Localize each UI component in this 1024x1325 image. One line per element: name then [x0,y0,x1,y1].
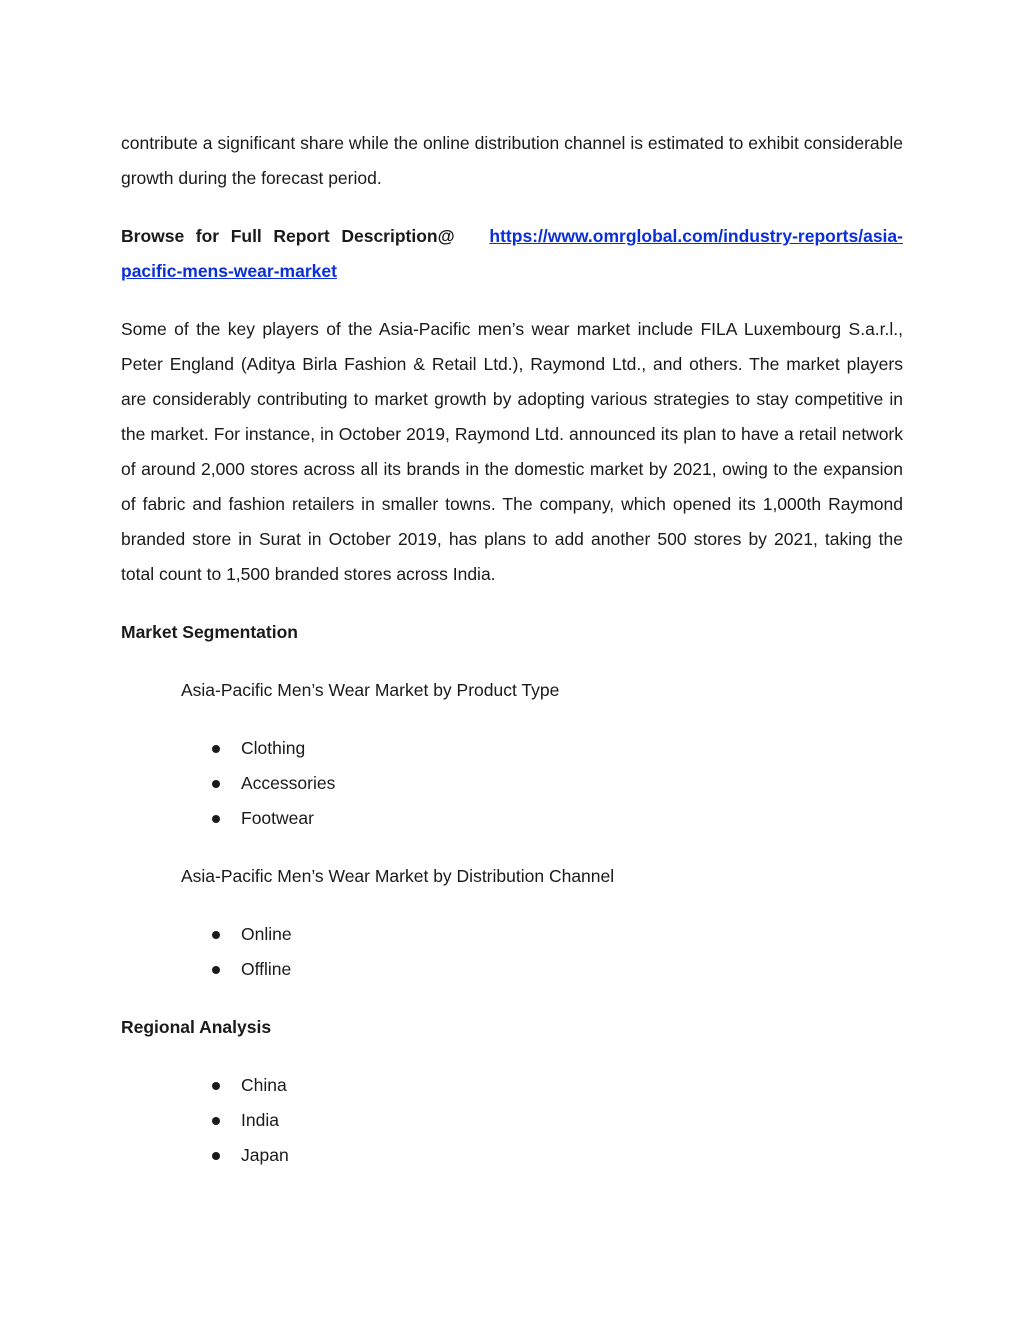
bullet-icon [212,815,220,823]
list-item [121,766,903,801]
list-item-label: India [241,1110,279,1130]
bullet-icon [212,966,220,974]
key-players-paragraph: Some of the key players of the Asia-Pacific men’s wear market include FILA Luxembourg S.a.r.l., Peter England (Aditya Birla Fashion & Retail Ltd.), Raymond Ltd., and others. The market players are considerably contributing to market growth by adopting various strategies to stay competitive in the market. For instance, in October 2019, Raymond Ltd. announced its plan to have a retail network of around 2,000 stores across all its brands in the domestic market by 2021, owing to the expansion of fabric and fashion retailers in smaller towns. The company, which opened its 1,000th Raymond branded store in Surat in October 2019, has plans to add another 500 stores by 2021, taking the total count to 1,500 branded stores across India. [121,319,903,584]
distribution-channel-heading: Asia-Pacific Men’s Wear Market by Distribution Channel [181,866,615,886]
product-type-list [121,731,903,836]
list-item-label: Online [241,924,292,944]
intro-paragraph: contribute a significant share while the online distribution channel is estimated to exhibit considerable growth during the forecast period. [121,133,903,188]
list-item-label: Accessories [241,773,336,793]
bullet-icon [212,1082,220,1090]
product-type-heading: Asia-Pacific Men’s Wear Market by Product Type [181,680,560,700]
list-item-label: Clothing [241,738,306,758]
bullet-icon [212,1152,220,1160]
list-item [121,1068,903,1103]
list-item-label: China [241,1075,287,1095]
list-item [121,731,903,766]
list-item [121,1138,903,1173]
bullet-icon [212,931,220,939]
bullet-icon [212,745,220,753]
market-segmentation-heading: Market Segmentation [121,622,298,642]
list-item-label: Footwear [241,808,314,828]
list-item [121,1103,903,1138]
report-link[interactable]: https://www.omrglobal.com/industry-reports/asia-pacific-mens-wear-market [121,226,903,281]
list-item-label: Offline [241,959,292,979]
bullet-icon [212,780,220,788]
list-item [121,952,903,987]
list-item [121,801,903,836]
browse-paragraph [121,219,903,289]
regional-analysis-heading: Regional Analysis [121,1017,272,1037]
list-item [121,917,903,952]
bullet-icon [212,1117,220,1125]
list-item-label: Japan [241,1145,289,1165]
browse-label: Browse for Full Report Description@ [121,226,455,246]
document-content [121,126,903,1173]
regional-list [121,1068,903,1173]
distribution-channel-list [121,917,903,987]
